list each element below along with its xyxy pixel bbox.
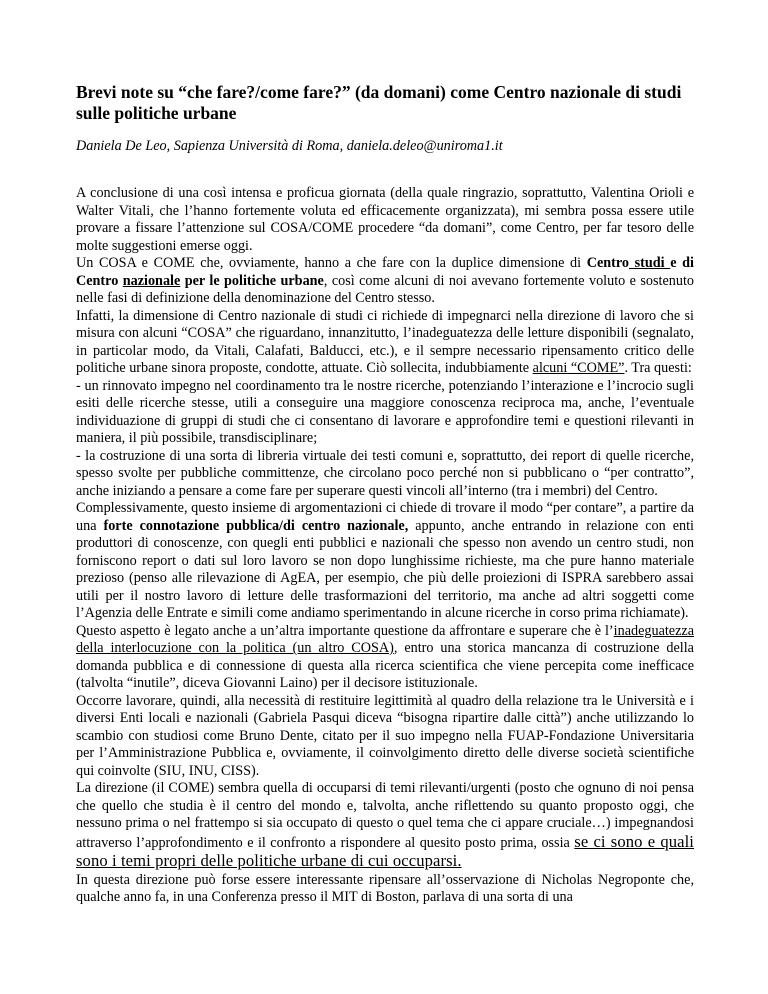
author-line: Daniela De Leo, Sapienza Università di Roma, daniela.deleo@uniroma1.it — [76, 138, 503, 154]
underlined-run: alcuni “COME” — [532, 360, 625, 376]
bold-run: per le politiche urbane — [180, 272, 324, 289]
list-item-coordinamento: - un rinnovato impegno nel coordinamento tra le nostre ricerche, potenziando l’interazione e l’incrocio sugli esiti delle ricerche stesse, utili a conseguire una maggiore conoscenza reciproca ma, anche, l’eventuale individuazione di gruppi di studi che ci consentano di lavorare e approfondire temi e questioni rilevanti in maniera, il più possibile, transdisciplinare; — [76, 377, 694, 446]
bold-run: Centro — [586, 255, 629, 271]
underlined-run: se ci sono e quali sono i temi propri delle politiche urbane di cui occuparsi. — [76, 831, 694, 870]
underlined-bold-run: studi — [629, 255, 671, 271]
paragraph-direzione — [76, 780, 694, 872]
text-run: , così come alcuni di noi avevano fortemente voluto e sostenuto nelle fasi di definizione della denominazione del Centro stesso. — [76, 272, 694, 306]
text-run: appunto, anche entrando in relazione con enti produttori di conoscenze, con quegli enti pubblici e nazionali che spesso non avendo un centro studi, non forniscono report o dati sul loro lavoro se non dopo lunghissime richieste, ma che pure hanno materiale prezioso (penso alle rilevazione di AgEA, per esempio, che più delle proiezioni di ISPRA sarebbero assai utili per il nostro lavoro di letture delle trasformazioni del territorio, ma anche ad altri soggetti come l’Agenzia delle Entrate e simili come andiamo sperimentando in alcune ricerche in corso prima richiamate). — [76, 517, 694, 621]
text-run: Questo aspetto è legato anche a un’altra importante questione da affrontare e superare che è l’ — [76, 622, 614, 639]
text-run: La direzione (il COME) sembra quella di occuparsi di temi rilevanti/urgenti (posto che ognuno di noi pensa che quello che studia è il centro del mondo e, talvolta, anche riflettendo su quanto proposto oggi, che nessuno prima o nel frattempo si sia occupato di questo o quel tema che ci appare cruciale…) impegnandosi attraverso l’approfondimento e il confronto a rispondere al quesito posto prima, ossia — [76, 780, 694, 851]
underlined-bold-run: nazionale — [122, 272, 181, 289]
text-run: , entro una storica mancanza di costruzione della domanda pubblica e di connessione di questa alla ricerca scientifica che viene percepita come inefficace (talvolta “inutile”, diceva Giovanni Laino) per il decisore istituzionale. — [76, 640, 694, 691]
bold-run: e di Centro — [76, 255, 694, 289]
paragraph-negroponte: In questa direzione può forse essere interessante ripensare all’osservazione di Nicholas Negroponte che, qualche anno fa, in una Conferenza presso il MIT di Boston, parlava di una sorta di una — [76, 871, 694, 905]
paragraph-intro: A conclusione di una così intensa e proficua giornata (della quale ringrazio, soprattutto, Valentina Orioli e Walter Vitali, che l’hanno fortemente voluta ed efficacemente organizzata), mi sembra possa essere utile provare a fissare l’attenzione sul COSA/COME procedere “da domani”, come Centro, per far tesoro delle molte suggestioni emerse oggi. — [76, 185, 694, 254]
paragraph-centro-nazionale — [76, 308, 694, 378]
text-run: Un COSA e COME che, ovviamente, hanno a che fare con la duplice dimensione di — [76, 255, 587, 271]
paragraph-politica — [76, 623, 694, 693]
bold-run: forte connotazione pubblica/di centro nazionale, — [103, 517, 409, 534]
text-run: . Tra questi: — [624, 360, 692, 376]
text-run: Infatti, la dimensione di Centro nazionale di studi ci richiede di impegnarci nella direzione di lavoro che si misura con alcuni “COSA” che riguardano, innanzitutto, l’inadeguatezza delle letture disponibili (segnalato, in particolar modo, da Vitali, Calafati, Balducci, etc.), e il sempre necessario ripensamento critico delle politiche urbane sinora proposte, condotte, attuate. Ciò sollecita, indubbiamente — [76, 307, 694, 376]
underlined-run: inadeguatezza della interlocuzione con la politica (un altro COSA) — [76, 622, 694, 656]
paragraph-cosa-come — [76, 255, 694, 308]
paragraph-legittimita: Occorre lavorare, quindi, alla necessità di restituire legittimità al quadro della relazione tra le Università e i diversi Enti locali e nazionali (Gabriela Pasqui diceva “bisogna ripartire dalle città”) anche utilizzando lo scambio con studiosi come Bruno Dente, citato per il suo impegno nella FUAP-Fondazione Universitaria per l’Amministrazione Pubblica e, ovviamente, il coinvolgimento diretto delle diverse società scientifiche qui coinvolte (SIU, INU, CISS). — [76, 692, 694, 779]
document-title: Brevi note su “che fare?/come fare?” (da domani) come Centro nazionale di studi sulle politiche urbane — [76, 82, 682, 123]
text-run: Complessivamente, questo insieme di argomentazioni ci chiede di trovare il modo “per contare”, a partire da una — [76, 500, 694, 534]
document-body — [76, 185, 694, 907]
list-item-libreria-virtuale: - la costruzione di una sorta di libreria virtuale dei testi comuni e, soprattutto, dei report di quelle ricerche, spesso svolte per pubbliche committenze, che circolano poco perché non si pubblicano o “per contratto”, anche iniziando a pensare a come fare per superare questi vincoli all’interno (tra i membri) del Centro. — [76, 447, 694, 499]
paragraph-per-contare — [76, 500, 694, 623]
